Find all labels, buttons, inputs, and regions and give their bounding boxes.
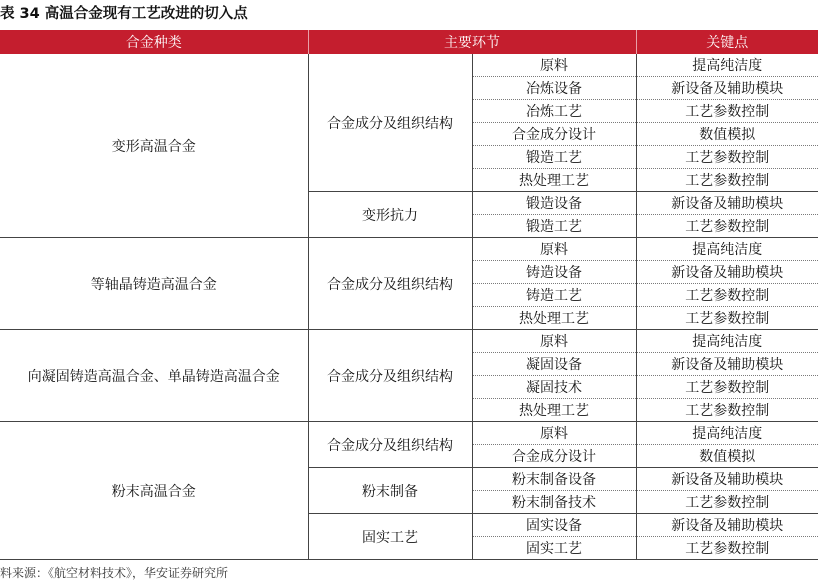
key-cell: 工艺参数控制	[636, 100, 818, 123]
key-cell: 新设备及辅助模块	[636, 468, 818, 491]
item-cell: 粉末制备设备	[472, 468, 636, 491]
item-cell: 锻造工艺	[472, 146, 636, 169]
item-cell: 锻造工艺	[472, 215, 636, 238]
key-cell: 新设备及辅助模块	[636, 192, 818, 215]
stage-cell: 合金成分及组织结构	[308, 238, 472, 330]
stage-cell: 合金成分及组织结构	[308, 422, 472, 468]
key-cell: 数值模拟	[636, 445, 818, 468]
item-cell: 凝固设备	[472, 353, 636, 376]
item-cell: 铸造设备	[472, 261, 636, 284]
key-cell: 新设备及辅助模块	[636, 261, 818, 284]
alloy-type-cell: 向凝固铸造高温合金、单晶铸造高温合金	[0, 330, 308, 422]
item-cell: 固实设备	[472, 514, 636, 537]
key-cell: 工艺参数控制	[636, 491, 818, 514]
item-cell: 冶炼设备	[472, 77, 636, 100]
table-row	[0, 422, 818, 445]
item-cell: 热处理工艺	[472, 307, 636, 330]
item-cell: 合金成分设计	[472, 445, 636, 468]
key-cell: 工艺参数控制	[636, 215, 818, 238]
table-title: 表 34 高温合金现有工艺改进的切入点	[0, 6, 248, 22]
item-cell: 热处理工艺	[472, 169, 636, 192]
item-cell: 固实工艺	[472, 537, 636, 560]
key-cell: 新设备及辅助模块	[636, 514, 818, 537]
item-cell: 冶炼工艺	[472, 100, 636, 123]
key-cell: 新设备及辅助模块	[636, 77, 818, 100]
stage-cell: 固实工艺	[308, 514, 472, 560]
stage-cell: 粉末制备	[308, 468, 472, 514]
key-cell: 工艺参数控制	[636, 376, 818, 399]
header-main-stage: 主要环节	[308, 30, 636, 54]
process-table	[0, 30, 818, 560]
alloy-type-cell: 变形高温合金	[0, 54, 308, 238]
item-cell: 原料	[472, 422, 636, 445]
key-cell: 工艺参数控制	[636, 146, 818, 169]
source-note: 料来源：《航空材料技术》，华安证券研究所	[0, 566, 229, 580]
key-cell: 数值模拟	[636, 123, 818, 146]
table-row	[0, 54, 818, 77]
key-cell: 工艺参数控制	[636, 284, 818, 307]
stage-cell: 合金成分及组织结构	[308, 54, 472, 192]
key-cell: 提高纯洁度	[636, 238, 818, 261]
item-cell: 铸造工艺	[472, 284, 636, 307]
item-cell: 热处理工艺	[472, 399, 636, 422]
stage-cell: 变形抗力	[308, 192, 472, 238]
table-row	[0, 238, 818, 261]
key-cell: 工艺参数控制	[636, 307, 818, 330]
key-cell: 工艺参数控制	[636, 399, 818, 422]
item-cell: 合金成分设计	[472, 123, 636, 146]
alloy-type-cell: 等轴晶铸造高温合金	[0, 238, 308, 330]
header-key-point: 关键点	[636, 30, 818, 54]
key-cell: 提高纯洁度	[636, 54, 818, 77]
stage-cell: 合金成分及组织结构	[308, 330, 472, 422]
key-cell: 提高纯洁度	[636, 422, 818, 445]
item-cell: 原料	[472, 330, 636, 353]
header-alloy-type: 合金种类	[0, 30, 308, 54]
item-cell: 原料	[472, 54, 636, 77]
table-row	[0, 330, 818, 353]
key-cell: 工艺参数控制	[636, 537, 818, 560]
item-cell: 原料	[472, 238, 636, 261]
key-cell: 新设备及辅助模块	[636, 353, 818, 376]
item-cell: 锻造设备	[472, 192, 636, 215]
alloy-type-cell: 粉末高温合金	[0, 422, 308, 560]
item-cell: 凝固技术	[472, 376, 636, 399]
key-cell: 提高纯洁度	[636, 330, 818, 353]
item-cell: 粉末制备技术	[472, 491, 636, 514]
key-cell: 工艺参数控制	[636, 169, 818, 192]
header-row	[0, 30, 818, 54]
